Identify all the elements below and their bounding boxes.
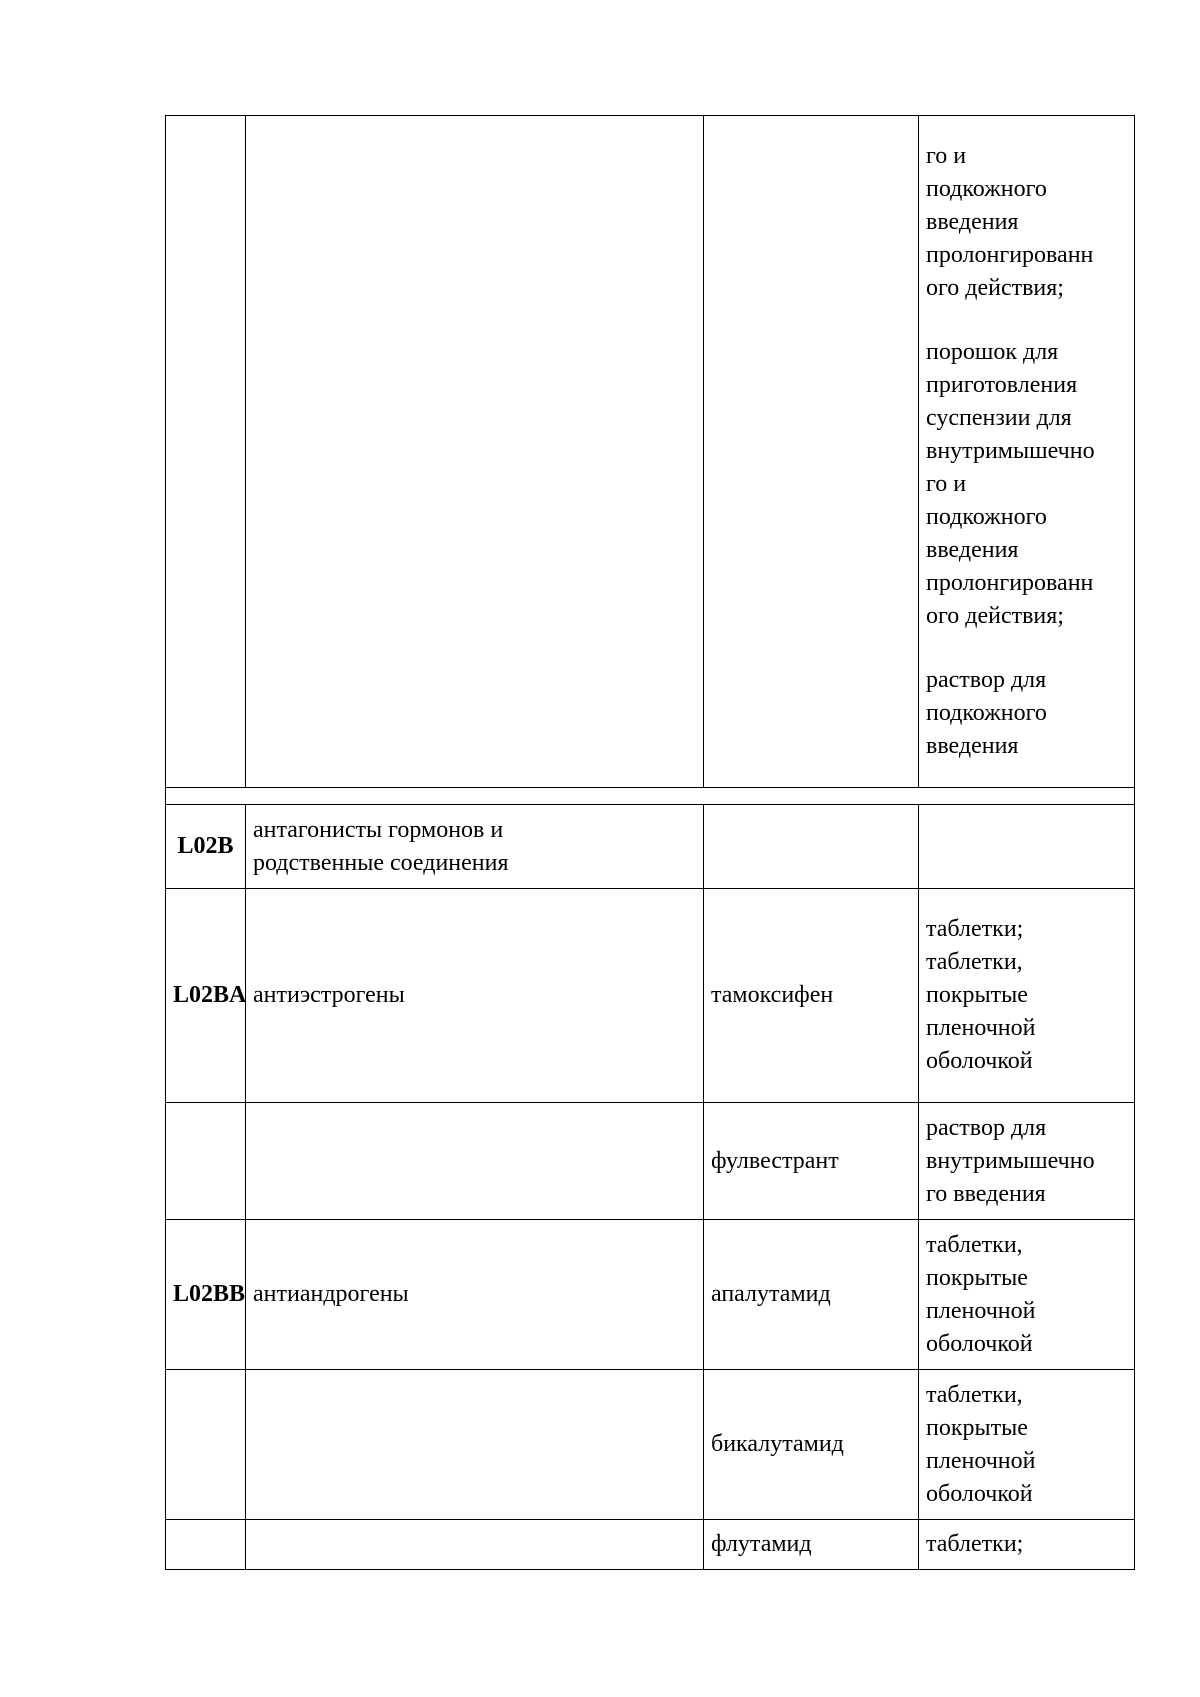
spacer-cell — [166, 788, 1135, 805]
dosage-form-paragraph: таблетки; — [926, 1531, 1024, 1557]
drug-name-cell — [704, 116, 919, 788]
dosage-form-cell — [919, 1370, 1135, 1520]
table-row — [166, 1103, 1135, 1220]
drug-name-cell: бикалутамид — [704, 1370, 919, 1520]
atc-code-cell — [166, 1103, 246, 1220]
dosage-form-paragraph: таблетки; таблетки, покрытые пленочной оболочкой — [926, 916, 1036, 1074]
table-row — [166, 805, 1135, 889]
dosage-form-paragraph: таблетки, покрытые пленочной оболочкой — [926, 1381, 1036, 1507]
group-name-cell: антагонисты гормонов и родственные соединения — [246, 805, 704, 889]
drug-name-cell: флутамид — [704, 1520, 919, 1570]
dosage-form-cell — [919, 116, 1135, 788]
drug-table — [165, 115, 1135, 1570]
table-row — [166, 1370, 1135, 1520]
atc-code-cell: L02BB — [166, 1220, 246, 1370]
dosage-form-cell — [919, 805, 1135, 889]
drug-name-cell: апалутамид — [704, 1220, 919, 1370]
atc-code-cell — [166, 1520, 246, 1570]
dosage-form-cell — [919, 1520, 1135, 1570]
drug-name-cell — [704, 805, 919, 889]
dosage-form-paragraph: раствор для подкожного введения — [926, 667, 1047, 759]
group-name-cell — [246, 1370, 704, 1520]
dosage-form-cell — [919, 1103, 1135, 1220]
atc-code-cell — [166, 116, 246, 788]
atc-code-cell: L02BA — [166, 889, 246, 1103]
dosage-form-paragraph: таблетки, покрытые пленочной оболочкой — [926, 1231, 1036, 1357]
table-spacer-row — [166, 788, 1135, 805]
group-name-cell — [246, 1520, 704, 1570]
table-row — [166, 889, 1135, 1103]
group-name-cell: антиандрогены — [246, 1220, 704, 1370]
dosage-form-paragraph: раствор для внутримышечно го введения — [926, 1114, 1095, 1207]
dosage-form-paragraph: го и подкожного введения пролонгированн ого действия; — [926, 143, 1094, 301]
atc-code-cell: L02B — [166, 805, 246, 889]
table-row — [166, 1520, 1135, 1570]
group-name-cell — [246, 116, 704, 788]
dosage-form-cell — [919, 1220, 1135, 1370]
table-row — [166, 116, 1135, 788]
atc-code-cell — [166, 1370, 246, 1520]
table-row — [166, 1220, 1135, 1370]
drug-name-cell: фулвестрант — [704, 1103, 919, 1220]
group-name-cell — [246, 1103, 704, 1220]
group-name-cell: антиэстрогены — [246, 889, 704, 1103]
dosage-form-paragraph: порошок для приготовления суспензии для внутримышечно го и подкожного введения пролонгированн ого действия; — [926, 339, 1095, 629]
dosage-form-cell — [919, 889, 1135, 1103]
drug-name-cell: тамоксифен — [704, 889, 919, 1103]
